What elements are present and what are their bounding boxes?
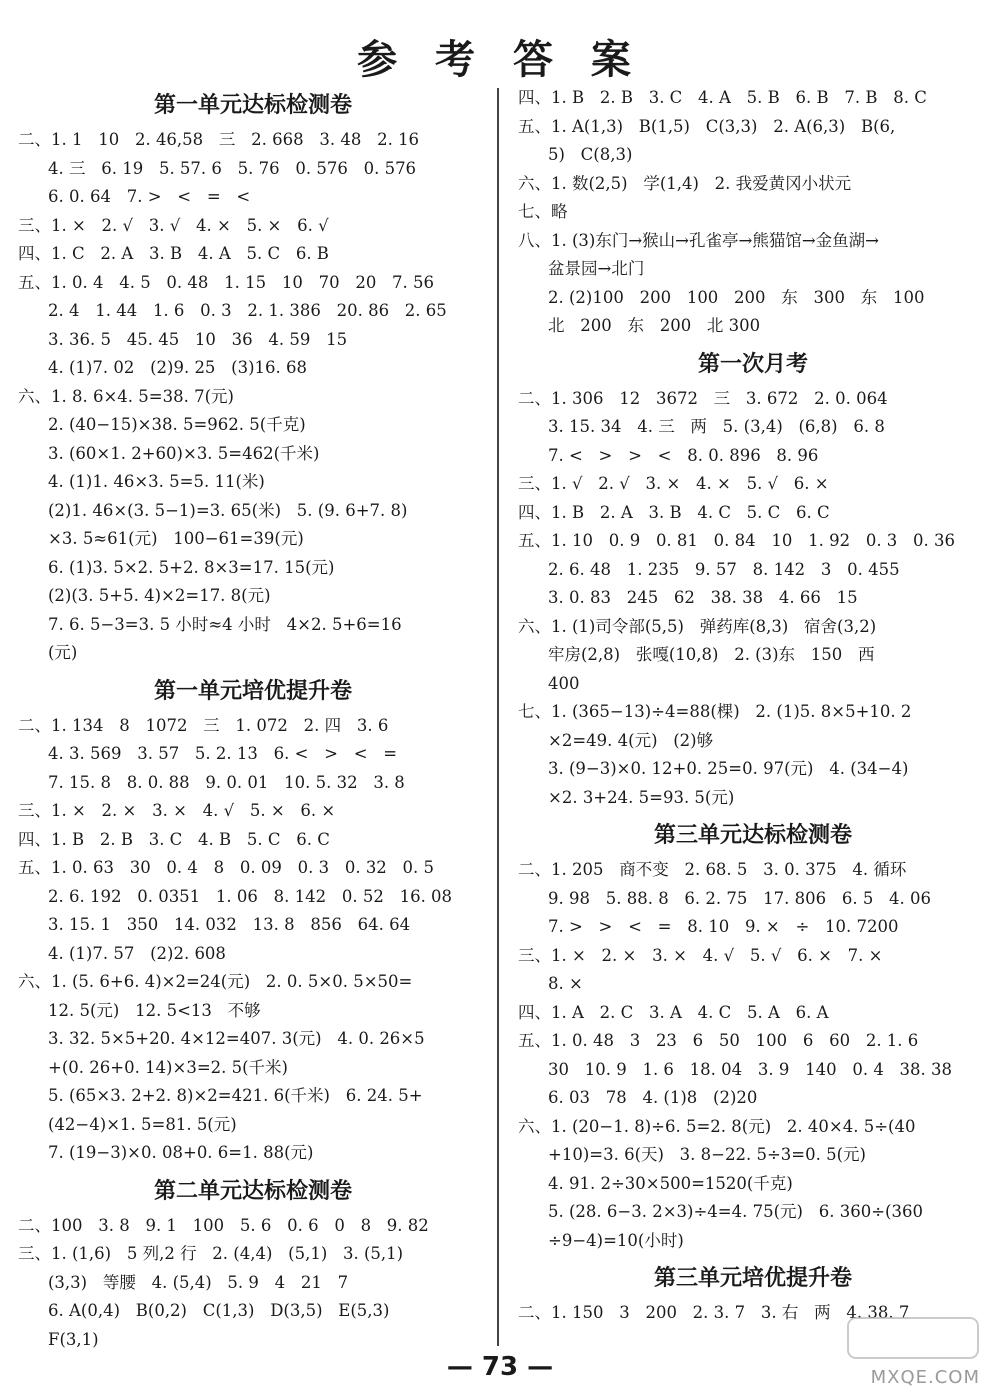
answer-line: 六、1. (5. 6+6. 4)×2=24(元) 2. 0. 5×0. 5×50= [18, 972, 413, 991]
answer-line: (2)1. 46×(3. 5−1)=3. 65(米) 5. (9. 6+7. 8) [48, 500, 408, 520]
answer-line: 3. 0. 83 245 62 38. 38 4. 66 15 [548, 588, 858, 607]
answer-line: 3. (9−3)×0. 12+0. 25=0. 97(元) 4. (34−4) [548, 759, 909, 778]
section-unit1-test [18, 126, 488, 668]
answer-line: 四、1. B 2. B 3. C 4. A 5. B 6. B 7. B 8. C [518, 88, 927, 107]
right-column [518, 84, 988, 1328]
answer-line: 6. 0. 64 7. > < = < [48, 187, 251, 206]
answer-line: 二、1. 134 8 1072 三 1. 072 2. 四 3. 6 [18, 715, 389, 735]
section-title-unit1-advanced: 第一单元培优提升卷 [153, 678, 352, 704]
answer-line: 七、1. (365−13)÷4=88(棵) 2. (1)5. 8×5+10. 2 [518, 702, 912, 721]
section-title-unit3-test: 第三单元达标检测卷 [653, 823, 852, 848]
answer-line: 5. (65×3. 2+2. 8)×2=421. 6(千米) 6. 24. 5+ [48, 1086, 423, 1105]
answer-line: +10)=3. 6(天) 3. 8−22. 5÷3=0. 5(元) [548, 1145, 866, 1164]
answer-line: (元) [48, 643, 78, 662]
page-title: 参 考 答 案 [357, 37, 643, 83]
answer-line: 六、1. 8. 6×4. 5=38. 7(元) [18, 386, 234, 406]
answer-line: 4. (1)1. 46×3. 5=5. 11(米) [48, 472, 265, 491]
answer-line: 三、1. × 2. × 3. × 4. √ 5. × 6. × [18, 801, 336, 820]
answer-line: 牢房(2,8) 张嘎(10,8) 2. (3)东 150 西 [548, 645, 875, 664]
answer-line: 7. 15. 8 8. 0. 88 9. 0. 01 10. 5. 32 3. 8 [48, 772, 405, 792]
section-unit1-advanced [18, 712, 488, 1168]
answer-line: 八、1. (3)东门→猴山→孔雀亭→熊猫馆→金鱼湖→ [518, 230, 879, 250]
answer-line: (42−4)×1. 5=81. 5(元) [48, 1114, 237, 1134]
section-first-monthly [518, 385, 988, 813]
section-title-unit2-test: 第二单元达标检测卷 [153, 1178, 352, 1204]
answer-line: 六、1. (1)司令部(5,5) 弹药库(8,3) 宿舍(3,2) [518, 616, 877, 636]
answer-line: 三、1. × 2. × 3. × 4. √ 5. √ 6. × 7. × [518, 945, 883, 965]
section-unit2-test [18, 1212, 488, 1355]
answer-line: 二、1. 150 3 200 2. 3. 7 3. 右 两 4. 38. 7 [518, 1303, 910, 1322]
answer-line: F(3,1) [48, 1329, 99, 1349]
answer-line: 北 200 东 200 北 300 [548, 316, 761, 335]
answer-line: 2. (2)100 200 100 200 东 300 东 100 [548, 287, 925, 307]
answer-line: ×2=49. 4(元) (2)够 [548, 730, 714, 750]
answer-line: 四、1. A 2. C 3. A 4. C 5. A 6. A [518, 1002, 829, 1022]
answer-line: 五、1. 0. 48 3 23 6 50 100 6 60 2. 1. 6 [518, 1031, 919, 1050]
answer-line: 五、1. A(1,3) B(1,5) C(3,3) 2. A(6,3) B(6, [518, 116, 896, 136]
answer-line: 4. 3. 569 3. 57 5. 2. 13 6. < > < = [48, 744, 398, 763]
answer-line: 5. (28. 6−3. 2×3)÷4=4. 75(元) 6. 360÷(360 [548, 1202, 923, 1221]
answer-line: 三、1. √ 2. √ 3. × 4. × 5. √ 6. × [518, 474, 829, 493]
watermark-logo [828, 1312, 988, 1392]
answer-line: 4. 91. 2÷30×500=1520(千克) [548, 1173, 793, 1193]
answer-line: 3. 36. 5 45. 45 10 36 4. 59 15 [48, 329, 348, 349]
answer-line: 五、1. 0. 63 30 0. 4 8 0. 09 0. 3 0. 32 0. 5 [18, 858, 435, 877]
answer-line: 二、1. 205 商不变 2. 68. 5 3. 0. 375 4. 循环 [518, 860, 907, 879]
answer-line: 2. 4 1. 44 1. 6 0. 3 2. 1. 386 20. 86 2. 65 [48, 301, 447, 320]
answer-line: 4. 三 6. 19 5. 57. 6 5. 76 0. 576 0. 576 [48, 158, 417, 178]
answer-line: ÷9−4)=10(小时) [548, 1230, 684, 1250]
answer-line: 12. 5(元) 12. 5<13 不够 [48, 1000, 261, 1020]
answer-line: 五、1. 10 0. 9 0. 81 0. 84 10 1. 92 0. 3 0. 36 [518, 531, 956, 550]
answer-line: 4. (1)7. 57 (2)2. 608 [48, 943, 226, 963]
answer-line: 3. (60×1. 2+60)×3. 5=462(千米) [48, 443, 320, 463]
answer-line: 4. (1)7. 02 (2)9. 25 (3)16. 68 [48, 358, 308, 377]
answer-line: 7. (19−3)×0. 08+0. 6=1. 88(元) [48, 1143, 314, 1162]
answer-line: ×2. 3+24. 5=93. 5(元) [548, 787, 735, 807]
answer-line: 六、1. (20−1. 8)÷6. 5=2. 8(元) 2. 40×4. 5÷(40 [518, 1116, 916, 1136]
answer-line: 四、1. B 2. B 3. C 4. B 5. C 6. C [18, 829, 330, 849]
section-unit3-test [518, 856, 988, 1255]
answer-line: 2. 6. 48 1. 235 9. 57 8. 142 3 0. 455 [548, 559, 900, 579]
answer-line: 9. 98 5. 88. 8 6. 2. 75 17. 806 6. 5 4. 06 [548, 888, 932, 908]
answer-line: 400 [548, 673, 580, 693]
answer-line: ×3. 5≈61(元) 100−61=39(元) [48, 529, 304, 548]
answer-line: 3. 15. 34 4. 三 两 5. (3,4) (6,8) 6. 8 [548, 417, 885, 436]
watermark-text: MXQE.COM [870, 1367, 980, 1388]
answer-line: (3,3) 等腰 4. (5,4) 5. 9 4 21 7 [48, 1272, 349, 1292]
answer-line: 3. 32. 5×5+20. 4×12=407. 3(元) 4. 0. 26×5 [48, 1029, 425, 1048]
answer-line: 3. 15. 1 350 14. 032 13. 8 856 64. 64 [48, 915, 411, 934]
answer-line: 2. (40−15)×38. 5=962. 5(千克) [48, 415, 306, 434]
answer-line: 四、1. C 2. A 3. B 4. A 5. C 6. B [18, 244, 329, 263]
answer-line: 七、略 [518, 202, 568, 221]
page-number: — 73 — [446, 1352, 554, 1382]
answer-line: 5) C(8,3) [548, 145, 633, 164]
answer-line: 盆景园→北门 [548, 259, 645, 278]
answer-line: 二、1. 1 10 2. 46,58 三 2. 668 3. 48 2. 16 [18, 130, 420, 149]
answer-line: +(0. 26+0. 14)×3=2. 5(千米) [48, 1057, 288, 1077]
section-title-unit3-advanced: 第三单元培优提升卷 [653, 1266, 852, 1291]
section-title-first-monthly: 第一次月考 [697, 351, 808, 377]
answer-line: 6. A(0,4) B(0,2) C(1,3) D(3,5) E(5,3) [48, 1301, 390, 1320]
answer-line: 二、100 3. 8 9. 1 100 5. 6 0. 6 0 8 9. 82 [18, 1215, 429, 1235]
answer-line: 7. 6. 5−3=3. 5 小时≈4 小时 4×2. 5+6=16 [48, 614, 402, 634]
left-column [18, 82, 488, 1354]
answer-line: 6. (1)3. 5×2. 5+2. 8×3=17. 15(元) [48, 557, 335, 577]
answer-line: 30 10. 9 1. 6 18. 04 3. 9 140 0. 4 38. 38 [548, 1059, 953, 1079]
section-unit2-continued [518, 84, 988, 341]
answer-line: 四、1. B 2. A 3. B 4. C 5. C 6. C [518, 502, 830, 522]
answer-line: (2)(3. 5+5. 4)×2=17. 8(元) [48, 586, 271, 605]
answer-line: 8. × [548, 974, 583, 993]
answer-line: 三、1. (1,6) 5 列,2 行 2. (4,4) (5,1) 3. (5,1) [18, 1244, 404, 1263]
answer-line: 7. > > < = 8. 10 9. × ÷ 10. 7200 [548, 917, 899, 936]
answer-line: 2. 6. 192 0. 0351 1. 06 8. 142 0. 52 16. 08 [48, 886, 453, 906]
answer-line: 六、1. 数(2,5) 学(1,4) 2. 我爱黄冈小状元 [518, 173, 852, 193]
answer-line: 二、1. 306 12 3672 三 3. 672 2. 0. 064 [518, 388, 888, 408]
answer-line: 五、1. 0. 4 4. 5 0. 48 1. 15 10 70 20 7. 56 [18, 272, 435, 292]
section-title-unit1-test: 第一单元达标检测卷 [153, 93, 352, 118]
column-divider [497, 88, 499, 1346]
answer-line: 6. 03 78 4. (1)8 (2)20 [548, 1088, 758, 1107]
answer-line: 7. < > > < 8. 0. 896 8. 96 [548, 445, 819, 465]
answer-line: 三、1. × 2. √ 3. √ 4. × 5. × 6. √ [18, 215, 329, 235]
